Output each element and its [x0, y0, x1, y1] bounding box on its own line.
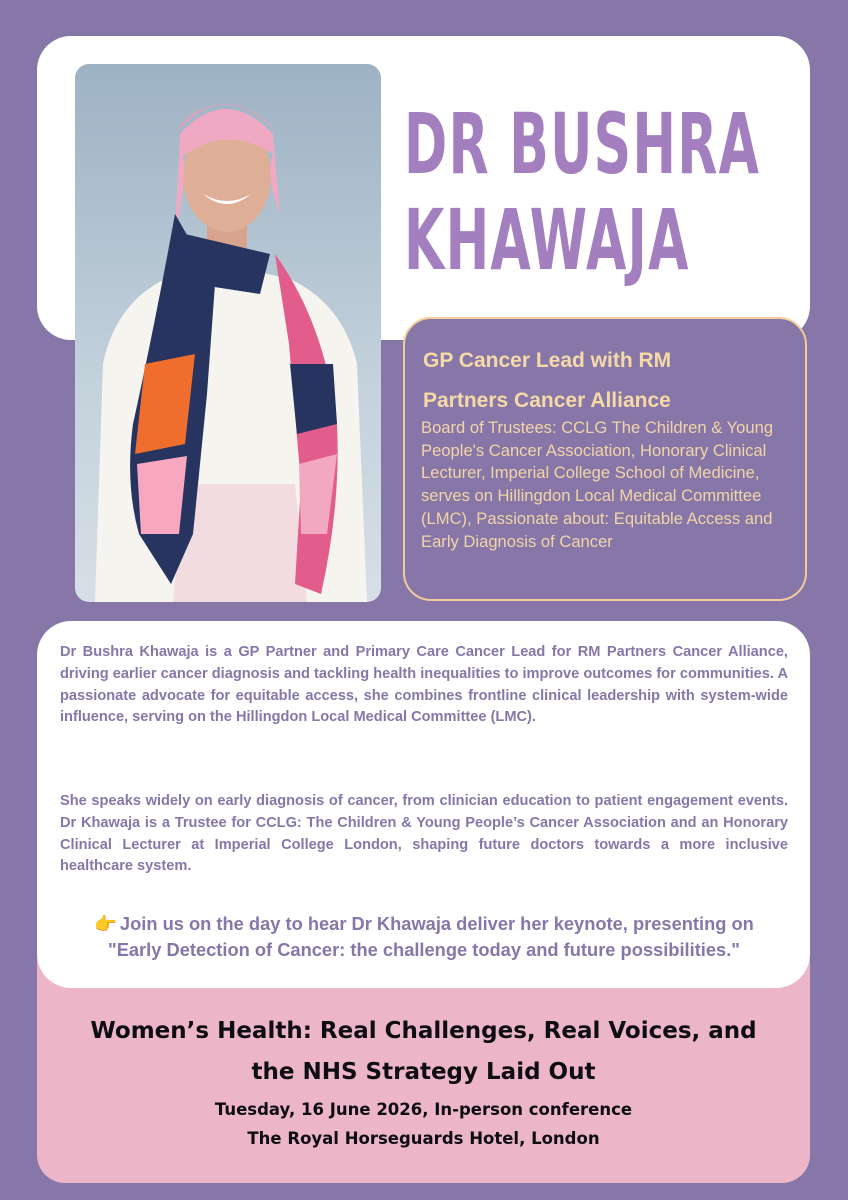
bio-paragraph-2: She speaks widely on early diagnosis of cancer, from clinician education to patient engagement events. Dr Khawaja is a Trustee for CCLG: The Children & Young People’s Cancer Association and an Honorary Clinical Lecturer at Imperial College London, shaping future doctors towards a more inclusive healthcare system.: [60, 793, 788, 875]
speaker-photo: [75, 64, 381, 602]
pointing-hand-icon: 👉: [94, 913, 117, 934]
event-date: Tuesday, 16 June 2026, In-person conference: [214, 1100, 633, 1119]
role-title: [423, 341, 793, 421]
role-description: Board of Trustees: CCLG The Children & Young People's Cancer Association, Honorary Clinical Lecturer, Imperial College School of Medicine, serves on Hillingdon Local Medical Committee (LMC), Passionate about: Equitable Access and Early Diagnosis of Cancer: [421, 418, 774, 551]
keynote-callout-line1: Join us on the day to hear Dr Khawaja deliver her keynote, presenting on: [119, 913, 754, 934]
event-venue: The Royal Horseguards Hotel, London: [247, 1129, 600, 1148]
bio-card: [37, 621, 810, 988]
event-title: [37, 1011, 810, 1093]
speaker-name-line1: DR BUSHRA: [404, 95, 761, 193]
keynote-callout: [60, 911, 788, 963]
role-title-line1: GP Cancer Lead with RM: [423, 349, 672, 372]
speaker-name: [404, 95, 761, 289]
role-box: [403, 317, 807, 601]
keynote-callout-line2: "Early Detection of Cancer: the challenge today and future possibilities.": [108, 939, 740, 960]
role-title-line2: Partners Cancer Alliance: [423, 389, 671, 412]
event-title-line1: Women’s Health: Real Challenges, Real Voices, and: [90, 1018, 757, 1044]
bio-paragraph-1: Dr Bushra Khawaja is a GP Partner and Primary Care Cancer Lead for RM Partners Cancer Alliance, driving earlier cancer diagnosis and tackling health inequalities to improve outcomes for communities. A passionate advocate for equitable access, she combines frontline clinical leadership with system-wide influence, serving on the Hillingdon Local Medical Committee (LMC).: [60, 644, 788, 726]
event-title-line2: the NHS Strategy Laid Out: [251, 1059, 596, 1085]
speaker-name-line2: KHAWAJA: [404, 191, 690, 289]
